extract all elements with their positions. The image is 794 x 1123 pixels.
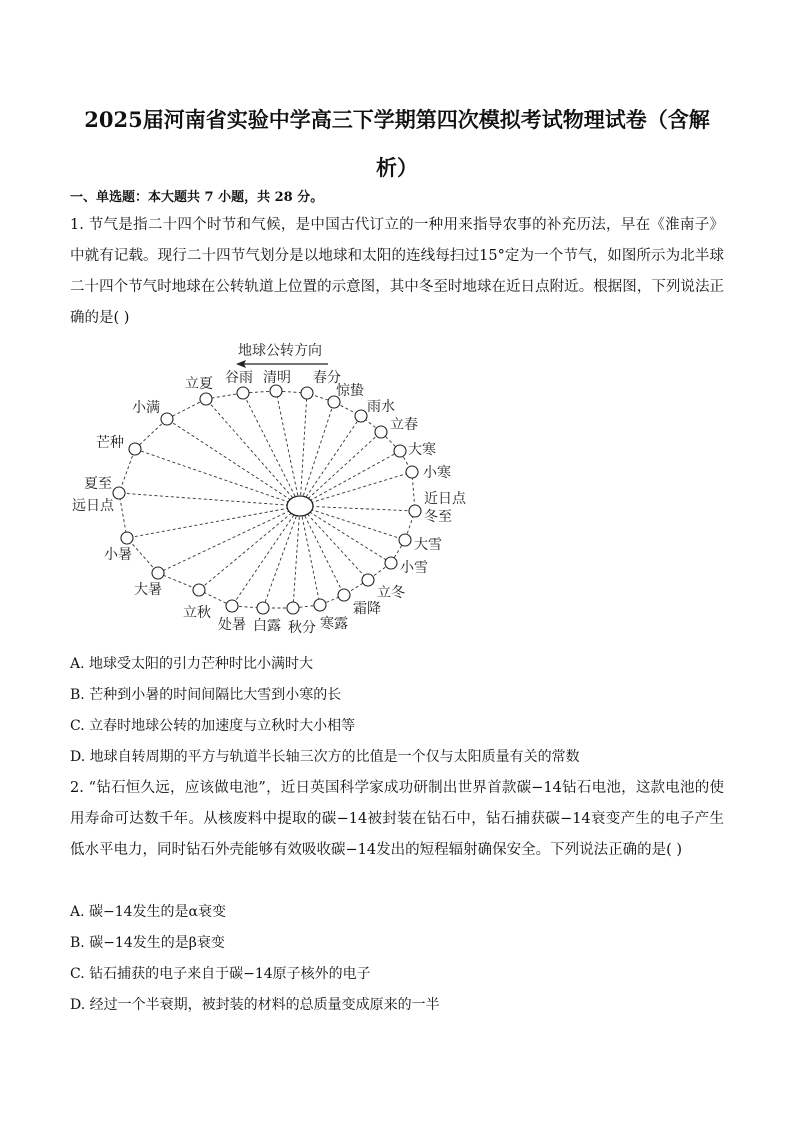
orbit-diagram	[60, 335, 500, 645]
earth-position-icon	[152, 567, 164, 579]
sun-line	[300, 506, 415, 511]
earth-position-icon	[394, 445, 406, 457]
earth-position-icon	[226, 600, 238, 612]
direction-arrow-icon	[236, 360, 328, 368]
q1-stem: 1. 节气是指二十四个时节和气候，是中国古代订立的一种用来指导农事的补充历法，早在《淮南子》中就有记载。现行二十四节气划分是以地球和太阳的连线每扫过15°定为一个节气，如图所示为北半球二十四个节气时地球在公转轨道上位置的示意图，其中冬至时地球在近日点附近。根据图，下列说法正确的是( )	[70, 217, 724, 326]
section-header: 一、单选题：本大题共 7 小题，共 28 分。	[70, 190, 324, 205]
q2-option-c: C. 钻石捕获的电子来自于碳−14原子核外的电子	[70, 966, 371, 982]
earth-position-icon	[338, 589, 350, 601]
earth-position-icon	[409, 505, 421, 517]
solar-term-label: 小雪	[400, 560, 428, 576]
sun-line	[300, 506, 320, 605]
sun-line	[300, 416, 361, 506]
solar-term-label: 立夏	[185, 376, 213, 392]
solar-term-label: 小暑	[104, 547, 132, 563]
earth-position-icon	[287, 602, 299, 614]
earth-position-icon	[355, 410, 367, 422]
sun-line	[300, 506, 391, 563]
q1-option-c: C. 立春时地球公转的加速度与立秋时大小相等	[70, 718, 356, 734]
earth-position-icon	[385, 557, 397, 569]
earth-position-icon	[314, 599, 326, 611]
solar-term-label: 处暑	[218, 617, 246, 633]
earth-position-icon	[406, 466, 418, 478]
solar-term-label: 小满	[132, 400, 160, 416]
solar-term-label: 大寒	[408, 442, 436, 458]
sun-icon	[287, 496, 313, 516]
solar-term-label: 立秋	[183, 605, 211, 621]
earth-position-icon	[270, 385, 282, 397]
q2-option-b: B. 碳−14发生的是β衰变	[70, 935, 225, 951]
solar-term-label: 谷雨	[225, 370, 253, 386]
solar-term-label: 春分	[313, 370, 341, 386]
sun-line	[300, 472, 412, 506]
solar-term-label: 立冬	[377, 585, 405, 601]
q2-option-a: A. 碳−14发生的是α衰变	[70, 904, 227, 920]
earth-position-icon	[399, 534, 411, 546]
sun-line	[135, 449, 300, 506]
far-point-label: 远日点	[72, 498, 114, 514]
solar-term-label: 白露	[253, 618, 281, 634]
sun-line	[167, 419, 300, 506]
solar-term-label: 清明	[263, 370, 291, 386]
earth-position-icon	[301, 387, 313, 399]
solar-term-label: 冬至	[424, 509, 452, 525]
solar-term-label: 夏至	[84, 476, 112, 492]
sun-line	[293, 506, 300, 608]
solar-term-label: 芒种	[96, 435, 124, 451]
earth-position-icon	[193, 584, 205, 596]
q2-option-d: D. 经过一个半衰期，被封装的材料的总质量变成原来的一半	[70, 997, 440, 1013]
solar-term-label: 秋分	[288, 620, 316, 636]
direction-label: 地球公转方向	[238, 343, 322, 359]
sun-line	[127, 506, 300, 538]
solar-term-label: 雨水	[367, 399, 395, 415]
earth-position-icon	[362, 574, 374, 586]
solar-term-label: 小寒	[423, 465, 451, 481]
sun-line	[119, 493, 300, 506]
q1-option-d: D. 地球自转周期的平方与轨道半长轴三次方的比值是一个仅与太阳质量有关的常数	[70, 749, 580, 765]
q1-option-b: B. 芒种到小暑的时间间隔比大雪到小寒的长	[70, 687, 342, 703]
solar-term-label: 寒露	[320, 616, 348, 632]
solar-term-label: 大雪	[414, 537, 442, 553]
solar-term-label: 惊蛰	[336, 383, 364, 399]
sun-line	[158, 506, 300, 573]
earth-position-icon	[121, 532, 133, 544]
sun-line	[232, 506, 300, 606]
sun-line	[300, 506, 344, 595]
earth-position-icon	[237, 387, 249, 399]
paper-title: 2025届河南省实验中学高三下学期第四次模拟考试物理试卷（含解析）	[84, 107, 710, 180]
earth-position-icon	[375, 426, 387, 438]
sun-line	[300, 451, 400, 506]
orbit-points	[113, 385, 421, 614]
q2-stem: 2. “钻石恒久远，应该做电池”，近日英国科学家成功研制出世界首款碳−14钻石电池，这款电池的使用寿命可达数千年。从核废料中提取的碳−14被封装在钻石中，钻石捕获碳−14衰变产生的电子产生低水平电力，同时钻石外壳能够有效吸收碳−14发出的短程辐射确保安全。下列说法正确的是( )	[70, 780, 724, 858]
solar-term-label: 大暑	[134, 582, 162, 598]
solar-term-label: 霜降	[353, 601, 381, 617]
earth-position-icon	[257, 602, 269, 614]
earth-position-icon	[161, 413, 173, 425]
solar-term-label: 立春	[390, 417, 418, 433]
earth-position-icon	[129, 443, 141, 455]
earth-position-icon	[113, 487, 125, 499]
sun-line	[276, 391, 300, 506]
q1-option-a: A. 地球受太阳的引力芒种时比小满时大	[70, 656, 314, 672]
earth-position-icon	[200, 393, 212, 405]
near-point-label: 近日点	[424, 491, 466, 507]
